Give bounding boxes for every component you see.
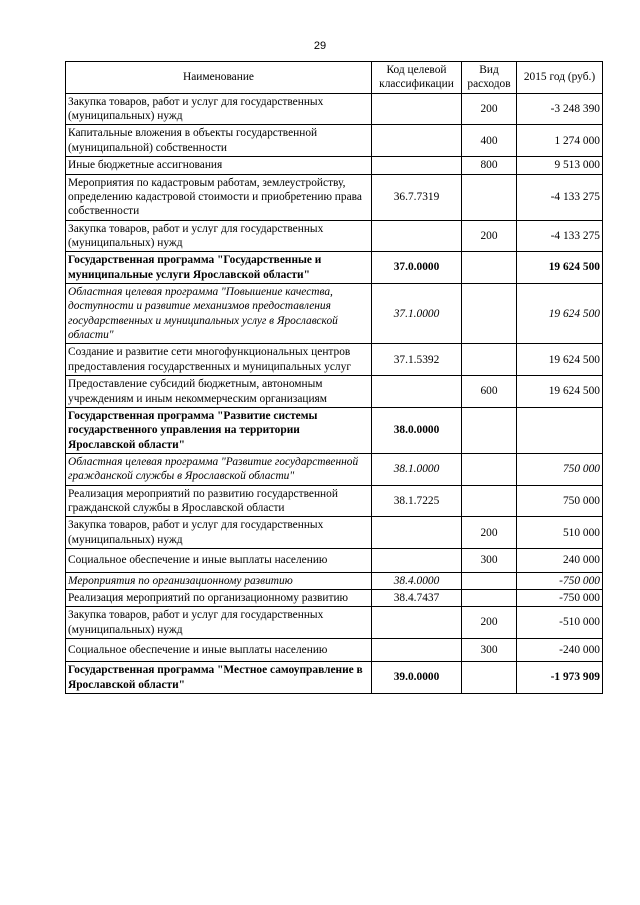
cell-name: Областная целевая программа "Развитие государственной гражданской службы в Ярославской области" [66,453,372,485]
cell-amount: 9 513 000 [517,157,603,174]
cell-amount: -240 000 [517,638,603,661]
table-row [66,662,603,694]
cell-type [462,662,517,694]
cell-code: 38.4.0000 [372,572,462,589]
cell-type [462,572,517,589]
table-row [66,125,603,157]
cell-code: 38.4.7437 [372,589,462,606]
cell-amount: 1 274 000 [517,125,603,157]
cell-type [462,407,517,453]
cell-name: Закупка товаров, работ и услуг для государственных (муниципальных) нужд [66,517,372,549]
cell-name: Мероприятия по кадастровым работам, землеустройству, определению кадастровой стоимости и приобретению права собственности [66,174,372,220]
cell-amount: 19 624 500 [517,344,603,376]
cell-amount: -750 000 [517,572,603,589]
table-row [66,589,603,606]
header-type: Вид расходов [462,62,517,94]
cell-type: 200 [462,220,517,252]
cell-code [372,125,462,157]
cell-name: Социальное обеспечение и иные выплаты населению [66,638,372,661]
cell-name: Капитальные вложения в объекты государственной (муниципальной) собственности [66,125,372,157]
cell-name: Закупка товаров, работ и услуг для государственных (муниципальных) нужд [66,93,372,125]
cell-amount: -750 000 [517,589,603,606]
cell-code: 37.1.0000 [372,284,462,344]
cell-name: Закупка товаров, работ и услуг для государственных (муниципальных) нужд [66,607,372,639]
table-row [66,376,603,408]
cell-type [462,453,517,485]
table-row [66,157,603,174]
cell-name: Мероприятия по организационному развитию [66,572,372,589]
table-row [66,607,603,639]
table-row [66,549,603,572]
cell-amount [517,407,603,453]
cell-amount: -3 248 390 [517,93,603,125]
budget-table [65,61,603,694]
cell-name: Государственная программа "Государственные и муниципальные услуги Ярославской области" [66,252,372,284]
cell-code [372,93,462,125]
cell-type: 600 [462,376,517,408]
cell-code [372,157,462,174]
header-amount: 2015 год (руб.) [517,62,603,94]
table-row [66,220,603,252]
table-row [66,638,603,661]
cell-code: 39.0.0000 [372,662,462,694]
cell-amount: 19 624 500 [517,252,603,284]
cell-type [462,174,517,220]
header-name: Наименование [66,62,372,94]
cell-amount: -4 133 275 [517,220,603,252]
cell-name: Иные бюджетные ассигнования [66,157,372,174]
cell-name: Социальное обеспечение и иные выплаты населению [66,549,372,572]
cell-name: Государственная программа "Местное самоуправление в Ярославской области" [66,662,372,694]
table-row [66,453,603,485]
cell-code: 38.1.0000 [372,453,462,485]
cell-type: 300 [462,549,517,572]
cell-code [372,517,462,549]
cell-type: 300 [462,638,517,661]
cell-code [372,220,462,252]
cell-amount: 750 000 [517,485,603,517]
table-row [66,174,603,220]
cell-type: 800 [462,157,517,174]
cell-type: 200 [462,93,517,125]
table-row [66,344,603,376]
page-number: 29 [313,40,327,52]
table-body [66,93,603,693]
cell-type [462,252,517,284]
cell-code: 37.1.5392 [372,344,462,376]
cell-type: 200 [462,517,517,549]
cell-code: 37.0.0000 [372,252,462,284]
table-row [66,517,603,549]
cell-name: Создание и развитие сети многофункциональных центров предоставления государственных и муниципальных услуг [66,344,372,376]
cell-amount: -510 000 [517,607,603,639]
cell-amount: 510 000 [517,517,603,549]
cell-type: 400 [462,125,517,157]
cell-amount: 240 000 [517,549,603,572]
cell-name: Предоставление субсидий бюджетным, автономным учреждениям и иным некоммерческим организациям [66,376,372,408]
cell-code: 36.7.7319 [372,174,462,220]
cell-code [372,376,462,408]
cell-amount: -4 133 275 [517,174,603,220]
cell-type [462,485,517,517]
cell-code: 38.1.7225 [372,485,462,517]
cell-amount: 19 624 500 [517,284,603,344]
cell-type [462,344,517,376]
table-header-row [66,62,603,94]
cell-name: Закупка товаров, работ и услуг для государственных (муниципальных) нужд [66,220,372,252]
cell-amount: -1 973 909 [517,662,603,694]
cell-code [372,549,462,572]
cell-code [372,638,462,661]
cell-name: Реализация мероприятий по организационному развитию [66,589,372,606]
table-row [66,407,603,453]
cell-type [462,589,517,606]
table-row [66,485,603,517]
table-row [66,572,603,589]
cell-amount: 750 000 [517,453,603,485]
cell-type: 200 [462,607,517,639]
table-row [66,284,603,344]
cell-name: Областная целевая программа "Повышение качества, доступности и развитие механизмов предоставления государственных и муниципальных услуг в Ярославской области" [66,284,372,344]
header-code: Код целевой классификации [372,62,462,94]
cell-amount: 19 624 500 [517,376,603,408]
cell-type [462,284,517,344]
cell-code [372,607,462,639]
table-row [66,252,603,284]
table-row [66,93,603,125]
cell-name: Реализация мероприятий по развитию государственной гражданской службы в Ярославской области [66,485,372,517]
cell-code: 38.0.0000 [372,407,462,453]
cell-name: Государственная программа "Развитие системы государственного управления на территории Ярославской области" [66,407,372,453]
